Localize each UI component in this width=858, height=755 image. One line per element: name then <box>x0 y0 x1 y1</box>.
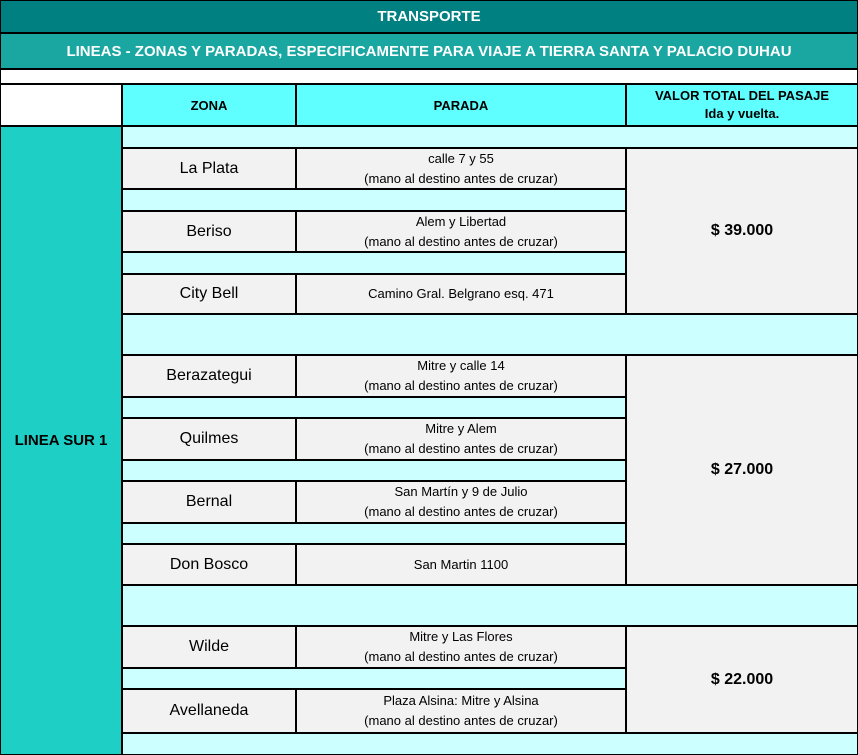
zone-cell: La Plata <box>122 148 296 189</box>
group-separator <box>122 314 858 355</box>
stop-note: (mano al destino antes de cruzar) <box>364 378 558 393</box>
zone-cell: Avellaneda <box>122 689 296 733</box>
stop-address: calle 7 y 55 <box>428 150 494 166</box>
stop-note: (mano al destino antes de cruzar) <box>364 233 558 249</box>
separator-row <box>122 523 626 544</box>
separator-row <box>122 252 626 274</box>
column-header-valor-line1: VALOR TOTAL DEL PASAJE <box>654 88 830 103</box>
zone-cell: Bernal <box>122 481 296 523</box>
stop-note: (mano al destino antes de cruzar) <box>364 441 558 456</box>
stop-note: (mano al destino antes de cruzar) <box>364 170 558 186</box>
header-blank-cell <box>0 84 122 126</box>
stop-cell <box>296 211 626 252</box>
stop-address: Mitre y calle 14 <box>417 358 505 373</box>
zone-cell: City Bell <box>122 274 296 314</box>
stop-address: Mitre y Alem <box>425 421 497 436</box>
sheet-subtitle: LINEAS - ZONAS Y PARADAS, ESPECIFICAMENTE PARA VIAJE A TIERRA SANTA Y PALACIO DUHAU <box>0 33 858 69</box>
stop-address: Mitre y Las Flores <box>409 629 513 644</box>
column-header-valor <box>626 84 858 126</box>
stop-address: Camino Gral. Belgrano esq. 471 <box>368 286 554 301</box>
price-cell: $ 39.000 <box>626 148 858 314</box>
stop-note: (mano al destino antes de cruzar) <box>364 504 558 519</box>
separator-row <box>122 668 626 689</box>
zone-cell: Quilmes <box>122 418 296 460</box>
price-cell: $ 22.000 <box>626 626 858 733</box>
stop-cell <box>296 418 626 460</box>
column-header-zona: ZONA <box>122 84 296 126</box>
separator-row <box>122 397 626 418</box>
stop-note: (mano al destino antes de cruzar) <box>364 649 558 664</box>
sheet-title: TRANSPORTE <box>0 0 858 33</box>
separator-row <box>122 126 858 148</box>
stop-address: San Martín y 9 de Julio <box>394 484 528 499</box>
stop-cell <box>296 544 626 585</box>
stop-cell <box>296 481 626 523</box>
stop-note: (mano al destino antes de cruzar) <box>364 713 558 728</box>
zone-cell: Beriso <box>122 211 296 252</box>
zone-cell: Wilde <box>122 626 296 668</box>
stop-address: San Martin 1100 <box>413 556 509 572</box>
zone-cell: Berazategui <box>122 355 296 397</box>
column-header-valor-line2: Ida y vuelta. <box>704 106 780 121</box>
stop-address: Alem y Libertad <box>415 213 507 229</box>
stop-cell <box>296 689 626 733</box>
separator-row <box>122 460 626 481</box>
stop-cell <box>296 148 626 189</box>
line-name: LINEA SUR 1 <box>0 126 122 755</box>
price-cell: $ 27.000 <box>626 355 858 585</box>
group-separator <box>122 585 858 626</box>
zone-cell: Don Bosco <box>122 544 296 585</box>
spacer-row <box>0 69 858 84</box>
stop-cell <box>296 626 626 668</box>
column-header-parada: PARADA <box>296 84 626 126</box>
stop-address: Plaza Alsina: Mitre y Alsina <box>383 693 539 708</box>
separator-row <box>122 189 626 211</box>
stop-cell <box>296 274 626 314</box>
stop-cell <box>296 355 626 397</box>
separator-row <box>122 733 858 755</box>
